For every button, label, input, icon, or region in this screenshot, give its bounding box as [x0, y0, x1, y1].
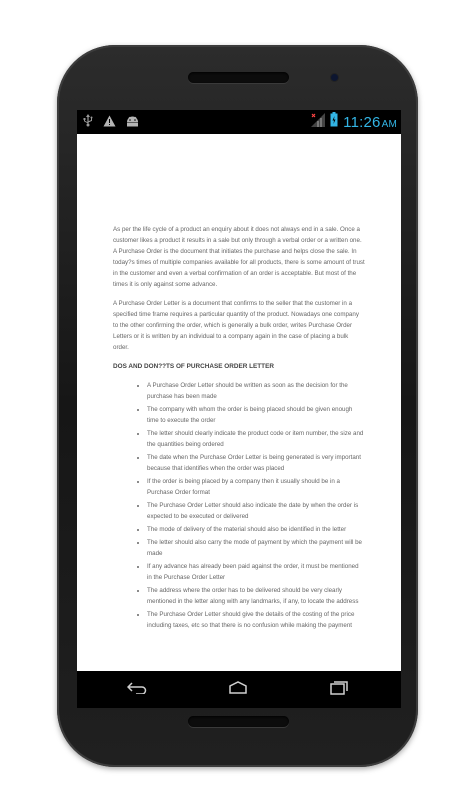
- home-button[interactable]: [225, 681, 251, 699]
- front-camera: [331, 74, 338, 81]
- navigation-bar: [77, 671, 401, 708]
- list-item: • The letter should also carry the mode of payment by which the payment will be made: [147, 537, 365, 559]
- document-viewer[interactable]: [77, 134, 401, 671]
- paragraph-intro: As per the life cycle of a product an enquiry about it does not always end in a sale. Once a customer likes a product it results in a sale but only through a verbal order or a written one. A Purchase Order is the document that initiates the purchase and helps close the sale. In today?s times of multiple companies available for all products, there is some amount of trust in the customer and even a verbal confirmation of an order is acceptable. But most of the times it is only against some advance.: [113, 226, 365, 288]
- android-icon: [126, 114, 139, 132]
- device-screen: [77, 110, 401, 708]
- list-item: • The letter should clearly indicate the product code or item number, the size and the quantities being ordered: [147, 428, 365, 450]
- clock: [343, 114, 397, 131]
- bullet-list: [113, 380, 365, 631]
- home-icon: [228, 681, 248, 700]
- back-icon: [127, 681, 147, 699]
- recent-apps-icon: [330, 681, 348, 700]
- list-item: • The Purchase Order Letter should also indicate the date by when the order is expected to be executed or delivered: [147, 500, 365, 522]
- list-item: • The company with whom the order is being placed should be given enough time to execute the order: [147, 404, 365, 426]
- earpiece-speaker: [188, 72, 289, 83]
- usb-icon: [83, 114, 93, 132]
- signal-icon: [311, 113, 325, 132]
- list-item: • The address where the order has to be delivered should be very clearly mentioned in the letter along with any landmarks, if any, to locate the address: [147, 585, 365, 607]
- list-item: • A Purchase Order Letter should be written as soon as the decision for the purchase has been made: [147, 380, 365, 402]
- list-item: • The mode of delivery of the material should also be identified in the letter: [147, 524, 365, 535]
- paragraph-definition: A Purchase Order Letter is a document that confirms to the seller that the customer in a specified time frame requires a particular quantity of the product. Nowadays one company to the other confirming the order, which is generally a bulk order, writes Purchase Order Letters or it is written by an individual to a company again in the case of placing a bulk order.: [113, 300, 359, 351]
- clock-ampm: AM: [381, 118, 397, 130]
- recent-apps-button[interactable]: [326, 681, 352, 699]
- bottom-speaker: [188, 716, 289, 727]
- status-bar: [77, 110, 401, 134]
- list-item: • If any advance has already been paid against the order, it must be mentioned in the Purchase Order Letter: [147, 561, 365, 583]
- section-heading: DOS AND DON??TS OF PURCHASE ORDER LETTER: [113, 363, 274, 370]
- list-item: • The date when the Purchase Order Letter is being generated is very important because that identifies when the order was placed: [147, 452, 365, 474]
- document-body: [113, 224, 365, 633]
- back-button[interactable]: [124, 681, 150, 699]
- clock-time: 11:26: [343, 113, 381, 131]
- list-item: • If the order is being placed by a company then it usually should be in a Purchase Order format: [147, 476, 365, 498]
- battery-icon: [330, 112, 338, 132]
- list-item: • The Purchase Order Letter should give the details of the costing of the price including taxes, etc so that there is no confusion while making the payment: [147, 609, 365, 631]
- warning-icon: [103, 114, 116, 132]
